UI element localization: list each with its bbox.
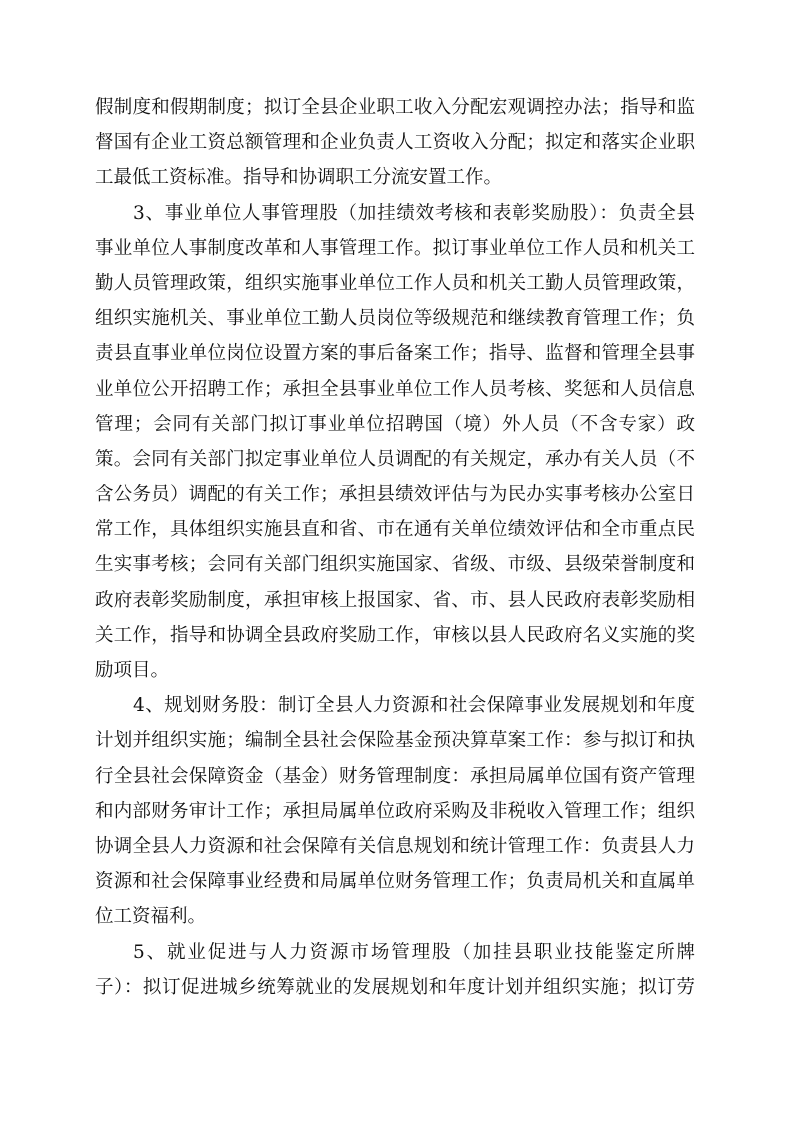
text-line: 位工资福利。 [95, 906, 207, 928]
text-line: 政府表彰奖励制度，承担审核上报国家、省、市、县人民政府表彰奖励相 [95, 589, 695, 611]
text-line: 协调全县人力资源和社会保障有关信息规划和统计管理工作：负责县人力 [95, 835, 695, 857]
text-line: 含公务员）调配的有关工作；承担县绩效评估与为民办实事考核办公室日 [95, 484, 695, 506]
text-line: 策。会同有关部门拟定事业单位人员调配的有关规定，承办有关人员（不 [95, 448, 695, 470]
text-line: 常工作，具体组织实施县直和省、市在通有关单位绩效评估和全市重点民 [95, 519, 695, 541]
text-line: 组织实施机关、事业单位工勤人员岗位等级规范和继续教育管理工作；负 [95, 308, 695, 330]
text-line: 计划并组织实施；编制全县社会保险基金预决算草案工作：参与拟订和执 [95, 730, 695, 752]
text-line: 生实事考核；会同有关部门组织实施国家、省级、市级、县级荣誉制度和 [95, 554, 695, 576]
document-body [95, 90, 695, 1005]
text-line: 假制度和假期制度；拟订全县企业职工收入分配宏观调控办法；指导和监 [95, 97, 695, 118]
text-line: 资源和社会保障事业经费和局属单位财务管理工作；负责局机关和直属单 [95, 871, 695, 893]
text-line: 事业单位人事制度改革和人事管理工作。拟订事业单位工作人员和机关工 [95, 237, 695, 259]
text-line: 管理；会同有关部门拟订事业单位招聘国（境）外人员（不含专家）政 [95, 413, 695, 435]
text-line: 和内部财务审计工作；承担局属单位政府采购及非税收入管理工作；组织 [95, 800, 695, 822]
text-line: 责县直事业单位岗位设置方案的事后备案工作；指导、监督和管理全县事 [95, 343, 695, 365]
text-line: 业单位公开招聘工作；承担全县事业单位工作人员考核、奖惩和人员信息 [95, 378, 695, 400]
text-line: 关工作，指导和协调全县政府奖励工作，审核以县人民政府名义实施的奖 [95, 624, 695, 646]
text-line: 督国有企业工资总额管理和企业负责人工资收入分配；拟定和落实企业职 [95, 132, 695, 154]
text-line: 勤人员管理政策，组织实施事业单位工作人员和机关工勤人员管理政策， [95, 272, 695, 294]
text-line: 5、就业促进与人力资源市场管理股（加挂县职业技能鉴定所牌 [133, 941, 695, 963]
text-line: 工最低工资标准。指导和协调职工分流安置工作。 [95, 167, 503, 189]
text-line: 3、事业单位人事管理股（加挂绩效考核和表彰奖励股）：负责全县 [133, 202, 695, 224]
text-line: 励项目。 [95, 660, 170, 681]
text-line: 行全县社会保障资金（基金）财务管理制度：承担局属单位国有资产管理 [95, 765, 695, 787]
text-line: 4、规划财务股：制订全县人力资源和社会保障事业发展规划和年度 [133, 695, 695, 717]
text-line: 子）：拟订促进城乡统筹就业的发展规划和年度计划并组织实施；拟订劳 [95, 976, 695, 998]
